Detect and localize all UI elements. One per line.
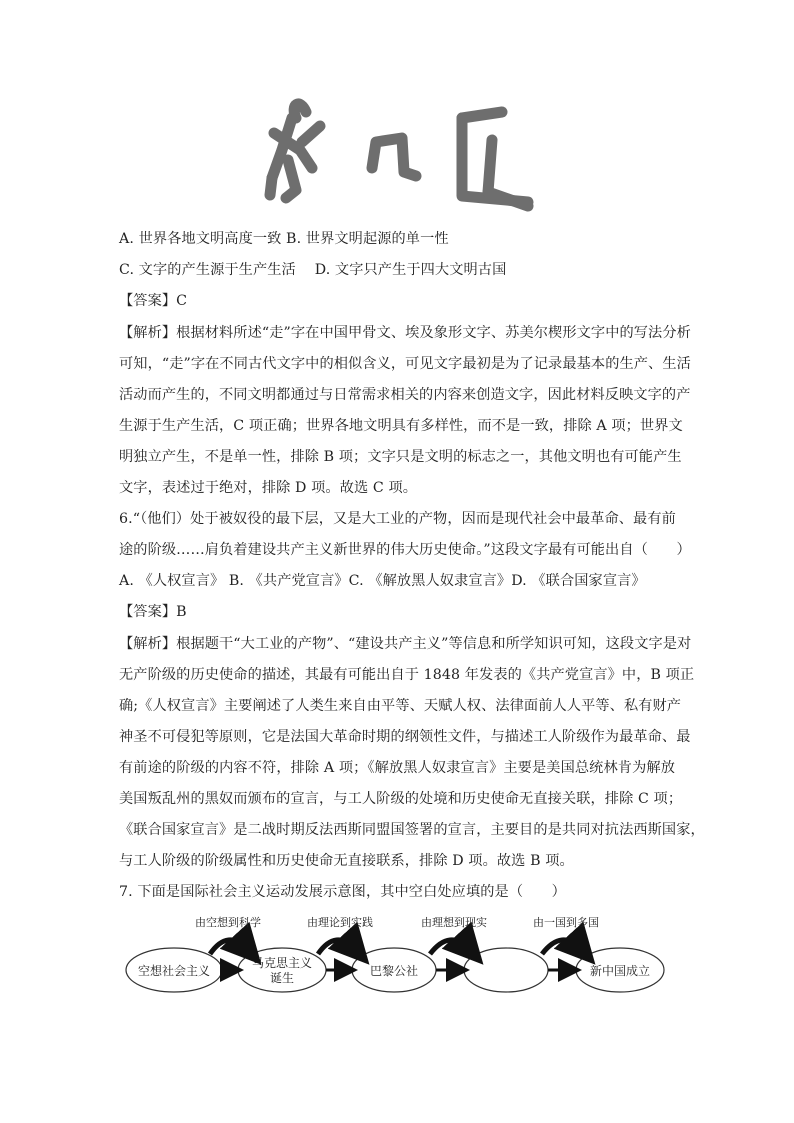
oracle-bone-glyph (270, 104, 320, 198)
q6-stem-line: 途的阶级……肩负着建设共产主义新世界的伟大历史使命。”这段文字最有可能出自（ ） (119, 542, 691, 558)
socialism-development-diagram (118, 912, 678, 1012)
node-new-china-label: 新中国成立 (589, 964, 651, 978)
node-blank (464, 948, 548, 992)
q5-options-line1: A. 世界各地文明高度一致 B. 世界文明起源的单一性 (119, 231, 449, 247)
q6-options: A. 《人权宣言》 B. 《共产党宣言》C. 《解放黑人奴隶宣言》D. 《联合国家宣言》 (119, 573, 646, 589)
q6-stem-line: 6.“（他们）处于被奴役的最下层，又是大工业的产物，因而是现代社会中最革命、最有前 (119, 511, 676, 527)
q5-analysis-line: 明独立产生，不是单一性，排除 B 项；文字只是文明的标志之一，其他文明也有可能产生 (119, 449, 682, 465)
q7-stem: 7. 下面是国际社会主义运动发展示意图，其中空白处应填的是（ ） (119, 884, 566, 900)
q6-analysis-line: 有前途的阶级的内容不符，排除 A 项；《解放黑人奴隶宣言》主要是美国总统林肯为解放 (119, 760, 675, 776)
q6-answer: 【答案】B (119, 604, 187, 620)
node-birth-label: 诞生 (269, 971, 295, 985)
q6-analysis-line: 美国叛乱州的黑奴而颁布的宣言，与工人阶级的处境和历史使命无直接关联，排除 C 项； (119, 791, 683, 807)
q6-analysis-line: 确;《人权宣言》主要阐述了人类生来自由平等、天赋人权、法律面前人人平等、私有财产 (119, 698, 682, 714)
arc-1 (210, 940, 248, 954)
egyptian-glyph (372, 138, 416, 176)
q5-options-line2: C. 文字的产生源于生产生活 D. 文字只产生于四大文明古国 (119, 262, 507, 278)
q6-analysis-line: 与工人阶级的阶级属性和历史使命无直接联系，排除 D 项。故选 B 项。 (119, 853, 574, 869)
arc-4 (542, 940, 582, 954)
node-marxism-birth (238, 948, 326, 992)
q5-answer: 【答案】C (119, 293, 188, 309)
node-utopian-socialism-label: 空想社会主义 (137, 964, 211, 978)
arc-label-1: 由空想到科学 (195, 916, 261, 929)
q6-analysis-line: 神圣不可侵犯等原则，它是法国大革命时期的纲领性文件，与描述工人阶级作为最革命、最 (119, 729, 691, 745)
cuneiform-glyph (462, 112, 528, 206)
q5-analysis-line: 文字，表述过于绝对，排除 D 项。故选 C 项。 (119, 480, 418, 496)
q6-analysis-line: 【解析】根据题干“大工业的产物”、“建设共产主义”等信息和所学知识可知，这段文字是对 (119, 636, 692, 652)
arc-label-3: 由理想到现实 (421, 916, 487, 929)
node-marxism-label: 马克思主义 (251, 956, 313, 970)
arc-3 (430, 940, 470, 954)
node-paris-commune-label: 巴黎公社 (369, 964, 419, 978)
q6-analysis-line: 《联合国家宣言》是二战时期反法西斯同盟国签署的宣言，主要目的是共同对抗法西斯国家， (119, 822, 705, 838)
q5-analysis-line: 可知，“走”字在不同古代文字中的相似含义，可见文字最初是为了记录最基本的生产、生活 (119, 356, 691, 372)
arc-label-4: 由一国到多国 (533, 916, 599, 929)
ancient-script-glyphs-image (0, 0, 794, 225)
q5-analysis-line: 活动而产生的，不同文明都通过与日常需求相关的内容来创造文字，因此材料反映文字的产 (119, 387, 691, 403)
arc-label-2: 由理论到实践 (307, 916, 373, 929)
q6-analysis-line: 无产阶级的历史使命的描述，其最有可能出自于 1848 年发表的《共产党宣言》中，B 项正 (119, 667, 695, 683)
q5-analysis-line: 【解析】根据材料所述“走”字在中国甲骨文、埃及象形文字、苏美尔楔形文字中的写法分析 (119, 325, 691, 341)
arc-2 (318, 940, 356, 954)
q5-analysis-line: 生源于生产生活，C 项正确；世界各地文明具有多样性，而不是一致，排除 A 项；世界文 (119, 418, 683, 434)
